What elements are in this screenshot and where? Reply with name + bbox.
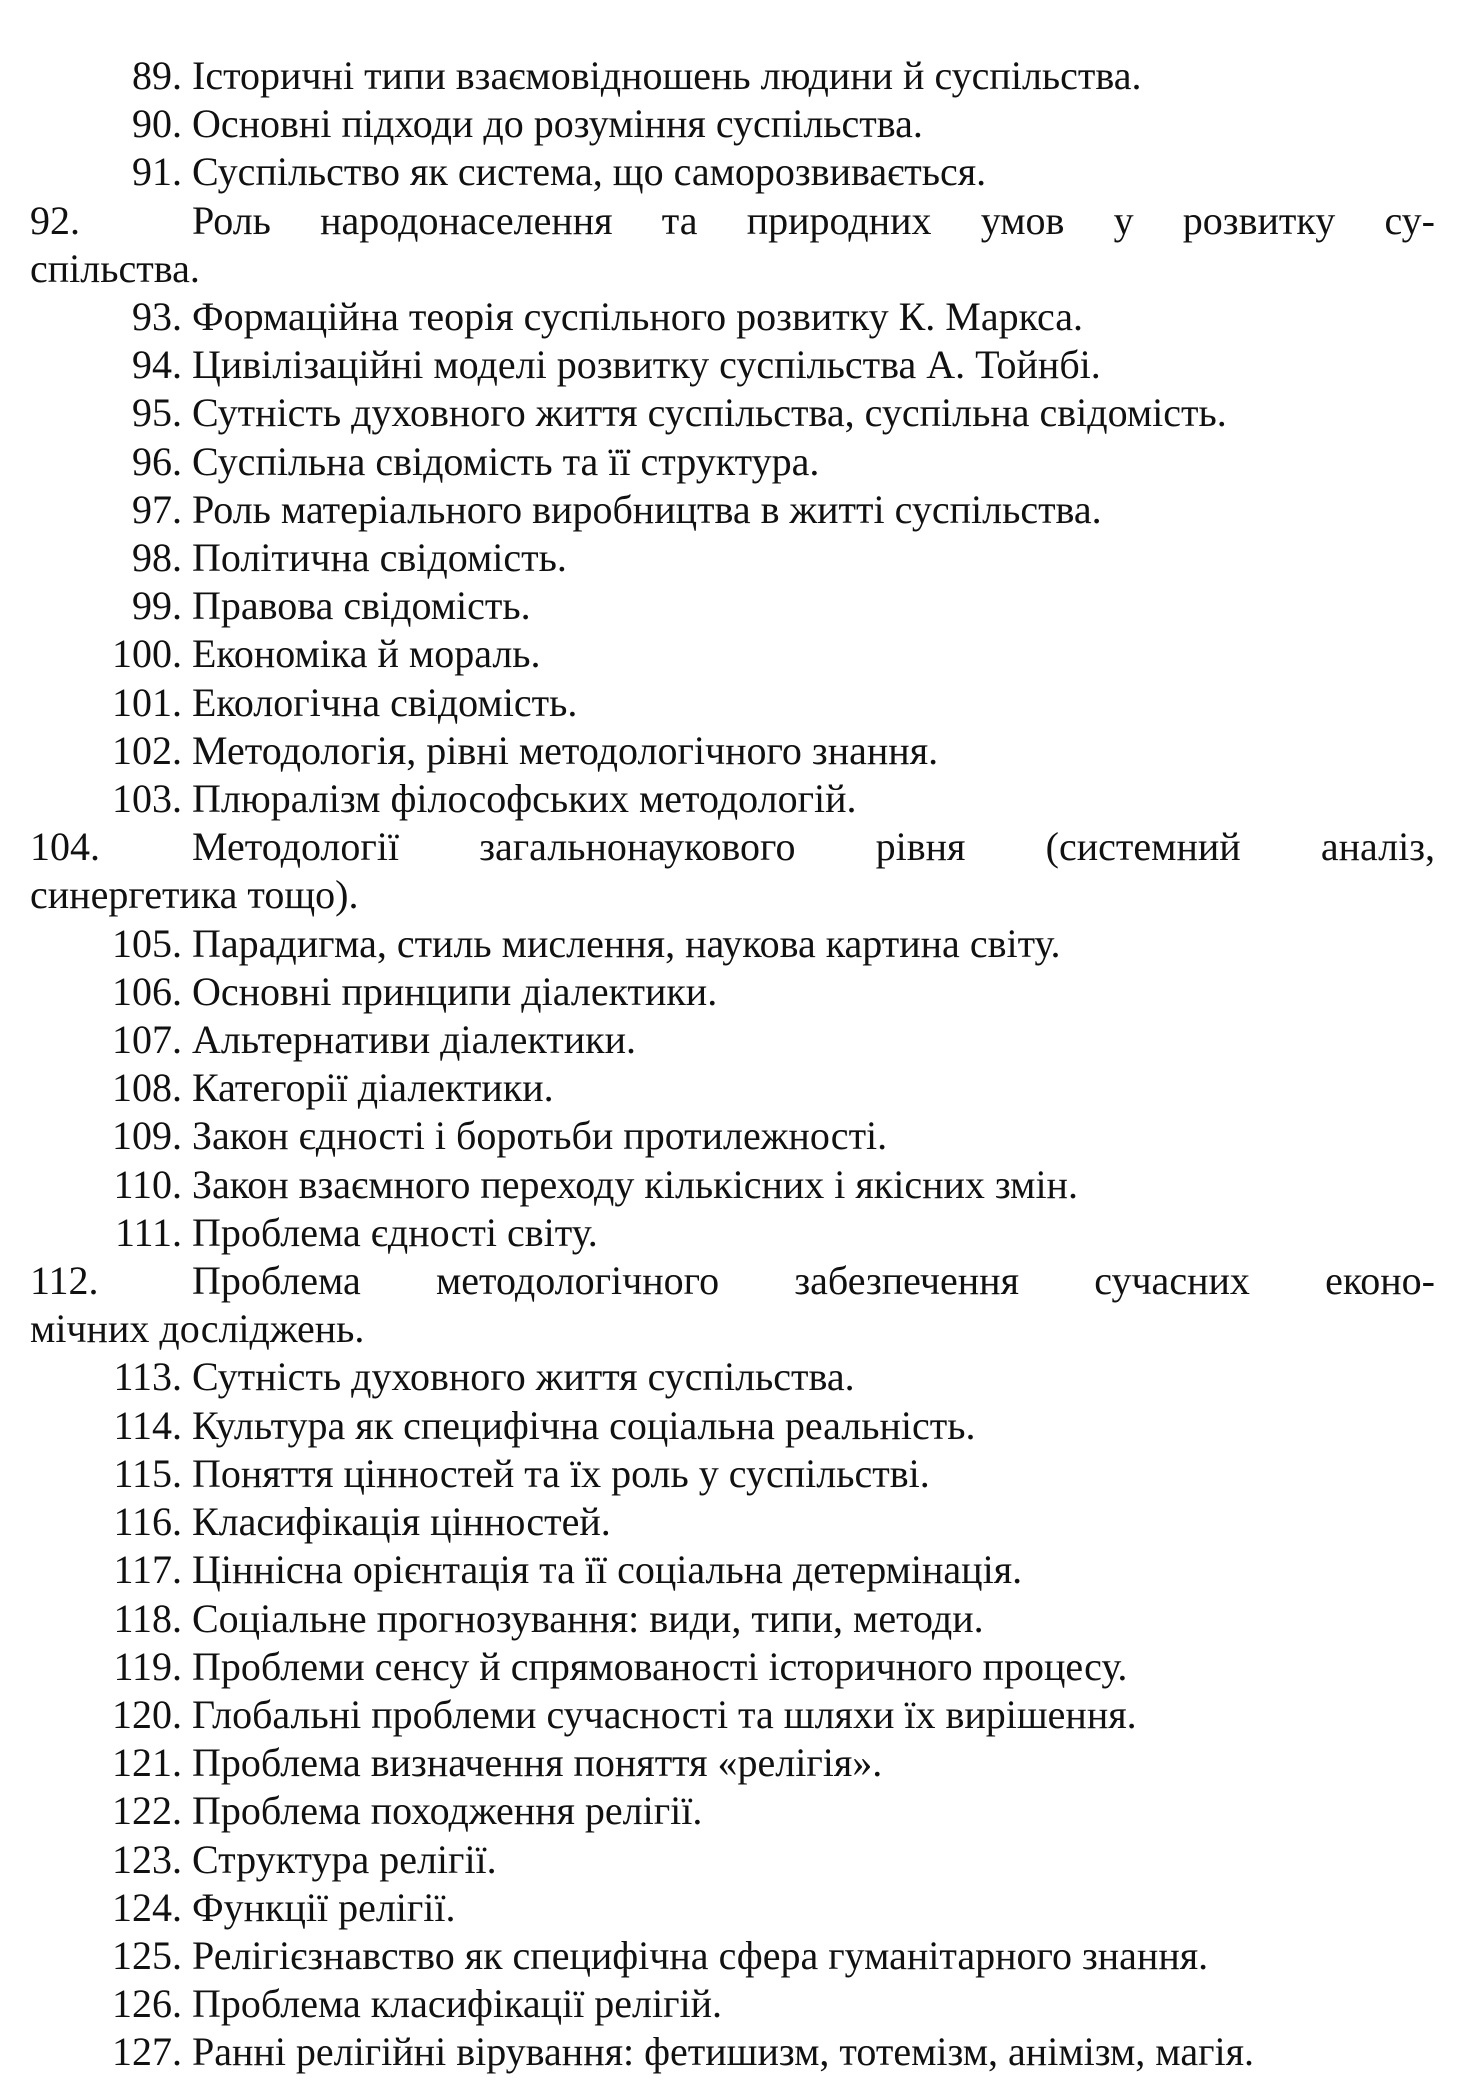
list-item-text: Соціальне прогнозування: види, типи, методи.	[192, 1595, 984, 1641]
list-item-number: 99.	[132, 583, 182, 629]
list-item-text: Роль матеріального виробництва в житті суспільства.	[192, 486, 1102, 532]
list-item-line	[30, 1932, 1435, 1980]
list-item-number: 102.	[112, 727, 182, 773]
list-item-number: 93.	[132, 294, 182, 340]
list-item-line	[30, 1353, 1435, 1401]
list-item	[30, 1980, 1435, 2028]
list-item-text: Класифікація цінностей.	[192, 1499, 611, 1545]
list-item-number: 112.	[30, 1258, 99, 1304]
list-item-number: 98.	[132, 535, 182, 581]
list-item-number: 113.	[113, 1354, 182, 1400]
list-item-text: Проблема класифікації релігій.	[192, 1981, 723, 2027]
list-item	[30, 1787, 1435, 1835]
list-item	[30, 630, 1435, 678]
list-item	[30, 341, 1435, 389]
list-item-number: 105.	[112, 920, 182, 966]
list-item-line	[30, 727, 1435, 775]
list-item-number: 89.	[132, 53, 182, 98]
list-item-line	[30, 1884, 1435, 1932]
list-item-text: Парадигма, стиль мислення, наукова картина світу.	[192, 920, 1061, 966]
list-item-number: 126.	[112, 1981, 182, 2027]
list-item-text: Релігієзнавство як специфічна сфера гуманітарного знання.	[192, 1932, 1209, 1978]
list-item-text: Основні підходи до розуміння суспільства.	[192, 101, 923, 147]
list-item	[30, 775, 1435, 823]
list-item	[30, 1450, 1435, 1498]
list-item-number: 116.	[113, 1499, 182, 1545]
list-item	[30, 1884, 1435, 1932]
list-item-text: Основні принципи діалектики.	[192, 968, 718, 1014]
list-item-number: 94.	[132, 342, 182, 388]
list-item-line	[30, 293, 1435, 341]
list-item-line	[30, 389, 1435, 437]
list-item-line	[30, 823, 1435, 871]
list-item	[30, 197, 1435, 293]
list-item-number: 101.	[112, 679, 182, 725]
list-item	[30, 727, 1435, 775]
list-item-number: 111.	[114, 1209, 182, 1255]
list-item-line	[30, 534, 1435, 582]
list-item-number: 114.	[113, 1402, 182, 1448]
list-item	[30, 1064, 1435, 1112]
list-item-text: Методологія, рівні методологічного знання.	[192, 727, 939, 773]
list-item-number: 95.	[132, 390, 182, 436]
list-item-text: Поняття цінностей та їх роль у суспільстві.	[192, 1450, 930, 1496]
list-item-text: Проблема єдності світу.	[192, 1209, 598, 1255]
list-item-continuation: синергетика тощо).	[30, 872, 359, 918]
list-item-number: 97.	[132, 486, 182, 532]
list-item-number: 107.	[112, 1017, 182, 1063]
list-item-line	[30, 486, 1435, 534]
list-item-number: 119.	[113, 1643, 182, 1689]
list-item	[30, 389, 1435, 437]
list-item-number: 122.	[112, 1788, 182, 1834]
list-item-line	[30, 1980, 1435, 2028]
list-item-continuation: мічних досліджень.	[30, 1306, 365, 1352]
list-item	[30, 968, 1435, 1016]
list-item-line	[30, 1691, 1435, 1739]
question-list	[30, 52, 1435, 2077]
list-item-line	[30, 1112, 1435, 1160]
list-item-line	[30, 1595, 1435, 1643]
list-item-number: 124.	[112, 1884, 182, 1930]
list-item-number: 100.	[112, 631, 182, 677]
list-item	[30, 486, 1435, 534]
list-item-text: Глобальні проблеми сучасності та шляхи їх вирішення.	[192, 1691, 1137, 1737]
list-item-line	[30, 1402, 1435, 1450]
list-item-line	[30, 197, 1435, 245]
list-item-text: Суспільство як система, що саморозвивається.	[192, 149, 987, 195]
list-item-line	[30, 438, 1435, 486]
list-item-text: Політична свідомість.	[192, 535, 567, 581]
list-item-text: Плюралізм філософських методологій.	[192, 776, 857, 822]
list-item-line	[30, 148, 1435, 196]
list-item	[30, 1739, 1435, 1787]
list-item-line	[30, 1257, 1435, 1305]
list-item-text: Функції релігії.	[192, 1884, 456, 1930]
list-item-text: Роль народонаселення та природних умов у розвитку су-	[192, 197, 1435, 243]
list-item-number: 120.	[112, 1691, 182, 1737]
list-item-number: 121.	[112, 1740, 182, 1786]
list-item-text: Формаційна теорія суспільного розвитку К. Маркса.	[192, 294, 1084, 340]
list-item-number: 127.	[112, 2029, 182, 2075]
list-item-line	[30, 920, 1435, 968]
list-item-number: 106.	[112, 968, 182, 1014]
list-item-text: Альтернативи діалектики.	[192, 1017, 637, 1063]
list-item	[30, 1016, 1435, 1064]
list-item-line	[30, 1450, 1435, 1498]
list-item-number: 123.	[112, 1836, 182, 1882]
list-item-number: 117.	[113, 1547, 182, 1593]
list-item-text: Правова свідомість.	[192, 583, 531, 629]
list-item	[30, 1257, 1435, 1353]
list-item	[30, 1112, 1435, 1160]
list-item-text: Проблема походження релігії.	[192, 1788, 703, 1834]
list-item-text: Закон єдності і боротьби протилежності.	[192, 1113, 888, 1159]
list-item-text: Цивілізаційні моделі розвитку суспільства А. Тойнбі.	[192, 342, 1101, 388]
list-item-line	[30, 100, 1435, 148]
list-item-number: 90.	[132, 101, 182, 147]
list-item	[30, 2028, 1435, 2076]
list-item	[30, 1402, 1435, 1450]
list-item	[30, 1209, 1435, 1257]
list-item-line	[30, 1016, 1435, 1064]
list-item	[30, 582, 1435, 630]
list-item	[30, 293, 1435, 341]
list-item-text: Проблеми сенсу й спрямованості історичного процесу.	[192, 1643, 1128, 1689]
list-item-line	[30, 1739, 1435, 1787]
list-item-text: Сутність духовного життя суспільства.	[192, 1354, 855, 1400]
list-item-line	[30, 1836, 1435, 1884]
list-item-line	[30, 2028, 1435, 2076]
list-item-line	[30, 1546, 1435, 1594]
list-item	[30, 438, 1435, 486]
list-item	[30, 100, 1435, 148]
list-item-line	[30, 582, 1435, 630]
list-item-line	[30, 341, 1435, 389]
list-item-text: Економіка й мораль.	[192, 631, 541, 677]
list-item	[30, 1643, 1435, 1691]
list-item-text: Категорії діалектики.	[192, 1065, 554, 1111]
list-item-number: 110.	[113, 1161, 182, 1207]
list-item-number: 104.	[30, 824, 100, 870]
list-item	[30, 823, 1435, 919]
list-item-line	[30, 1209, 1435, 1257]
list-item	[30, 1161, 1435, 1209]
list-item-text: Методології загальнонаукового рівня (системний аналіз,	[192, 824, 1435, 870]
list-item	[30, 1595, 1435, 1643]
list-item-text: Ціннісна орієнтація та її соціальна детермінація.	[192, 1547, 1023, 1593]
list-item	[30, 920, 1435, 968]
list-item	[30, 1836, 1435, 1884]
list-item-text: Проблема методологічного забезпечення сучасних еконо-	[192, 1258, 1435, 1304]
list-item-number: 92.	[30, 197, 80, 243]
list-item-number: 103.	[112, 776, 182, 822]
list-item-line	[30, 775, 1435, 823]
list-item-line	[30, 1787, 1435, 1835]
list-item	[30, 1691, 1435, 1739]
list-item-line	[30, 52, 1435, 100]
list-item-line	[30, 1161, 1435, 1209]
list-item	[30, 1498, 1435, 1546]
list-item-text: Закон взаємного переходу кількісних і якісних змін.	[192, 1161, 1078, 1207]
list-item-line	[30, 679, 1435, 727]
list-item	[30, 148, 1435, 196]
list-item	[30, 679, 1435, 727]
list-item	[30, 52, 1435, 100]
list-item-text: Суспільна свідомість та її структура.	[192, 438, 820, 484]
list-item-text: Проблема визначення поняття «релігія».	[192, 1740, 883, 1786]
list-item	[30, 1353, 1435, 1401]
list-item-number: 115.	[113, 1450, 182, 1496]
list-item-number: 118.	[113, 1595, 182, 1641]
list-item-number: 108.	[112, 1065, 182, 1111]
list-item-text: Структура релігії.	[192, 1836, 497, 1882]
list-item-text: Сутність духовного життя суспільства, суспільна свідомість.	[192, 390, 1227, 436]
list-item-text: Історичні типи взаємовідношень людини й суспільства.	[192, 53, 1142, 98]
list-item-number: 96.	[132, 438, 182, 484]
list-item-line	[30, 1643, 1435, 1691]
list-item	[30, 1932, 1435, 1980]
list-item-number: 109.	[112, 1113, 182, 1159]
list-item-number: 91.	[132, 149, 182, 195]
list-item-line	[30, 630, 1435, 678]
list-item-number: 125.	[112, 1932, 182, 1978]
list-item	[30, 1546, 1435, 1594]
document-page	[30, 52, 1435, 2077]
list-item-line	[30, 1064, 1435, 1112]
list-item-text: Ранні релігійні вірування: фетишизм, тотемізм, анімізм, магія.	[192, 2029, 1255, 2075]
list-item-text: Екологічна свідомість.	[192, 679, 578, 725]
list-item-line	[30, 968, 1435, 1016]
list-item	[30, 534, 1435, 582]
list-item-line	[30, 1498, 1435, 1546]
list-item-continuation: спільства.	[30, 245, 200, 291]
list-item-text: Культура як специфічна соціальна реальність.	[192, 1402, 976, 1448]
